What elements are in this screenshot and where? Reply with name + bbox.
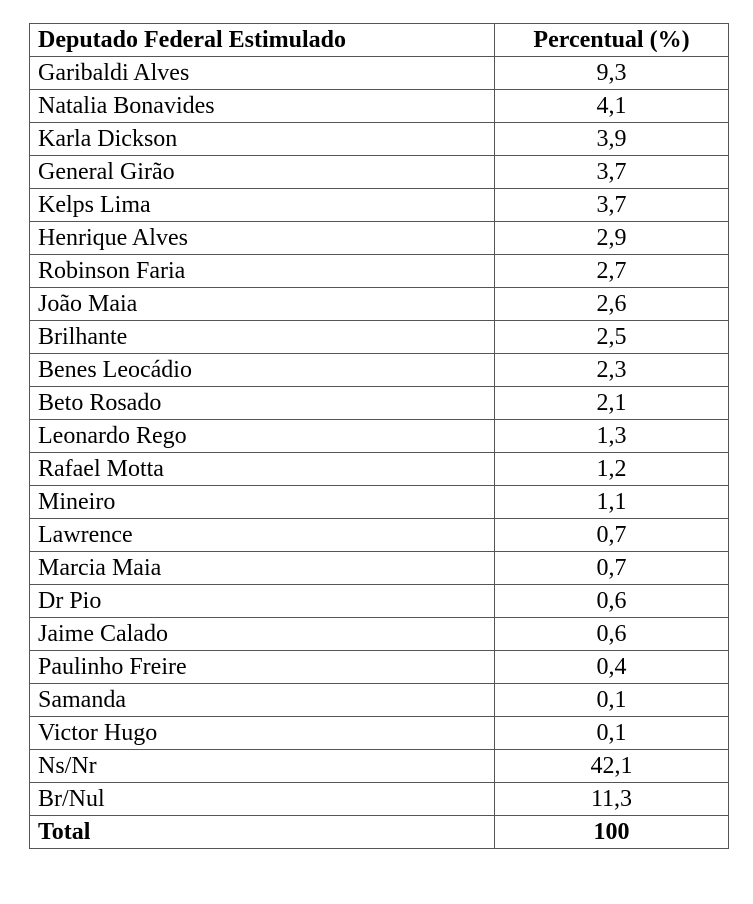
candidate-percent: 2,6 [495,288,729,321]
candidate-name: Br/Nul [30,783,495,816]
table-row [30,354,729,387]
candidate-percent: 0,6 [495,618,729,651]
table-row [30,453,729,486]
table-row [30,552,729,585]
candidate-name: Marcia Maia [30,552,495,585]
table-row [30,486,729,519]
candidate-percent: 0,4 [495,651,729,684]
poll-results-table [29,23,729,849]
column-header-name: Deputado Federal Estimulado [30,24,495,57]
candidate-percent: 0,7 [495,519,729,552]
table-row [30,585,729,618]
table-body [30,57,729,816]
table-row [30,420,729,453]
candidate-name: Leonardo Rego [30,420,495,453]
candidate-name: Jaime Calado [30,618,495,651]
table-row [30,57,729,90]
table-row [30,123,729,156]
total-row [30,816,729,849]
candidate-name: Paulinho Freire [30,651,495,684]
candidate-name: Garibaldi Alves [30,57,495,90]
total-value: 100 [495,816,729,849]
candidate-percent: 0,1 [495,684,729,717]
table-row [30,651,729,684]
candidate-percent: 2,9 [495,222,729,255]
table-row [30,387,729,420]
candidate-percent: 0,1 [495,717,729,750]
candidate-percent: 3,7 [495,156,729,189]
total-label: Total [30,816,495,849]
candidate-name: Rafael Motta [30,453,495,486]
candidate-percent: 0,7 [495,552,729,585]
candidate-percent: 1,3 [495,420,729,453]
table-row [30,750,729,783]
candidate-percent: 2,7 [495,255,729,288]
candidate-percent: 1,2 [495,453,729,486]
table-row [30,90,729,123]
candidate-name: Kelps Lima [30,189,495,222]
candidate-percent: 0,6 [495,585,729,618]
column-header-percent: Percentual (%) [495,24,729,57]
candidate-name: Ns/Nr [30,750,495,783]
candidate-percent: 1,1 [495,486,729,519]
candidate-percent: 2,5 [495,321,729,354]
candidate-percent: 9,3 [495,57,729,90]
candidate-percent: 2,1 [495,387,729,420]
candidate-name: General Girão [30,156,495,189]
table-row [30,255,729,288]
candidate-name: Brilhante [30,321,495,354]
table-row [30,783,729,816]
table-row [30,288,729,321]
table-header-row [30,24,729,57]
table-row [30,189,729,222]
candidate-name: Victor Hugo [30,717,495,750]
candidate-name: Mineiro [30,486,495,519]
candidate-name: Robinson Faria [30,255,495,288]
candidate-name: Henrique Alves [30,222,495,255]
candidate-percent: 42,1 [495,750,729,783]
candidate-percent: 3,9 [495,123,729,156]
candidate-name: Natalia Bonavides [30,90,495,123]
table-row [30,321,729,354]
candidate-name: Dr Pio [30,585,495,618]
table-row [30,717,729,750]
candidate-name: João Maia [30,288,495,321]
table-row [30,156,729,189]
table-row [30,618,729,651]
candidate-percent: 11,3 [495,783,729,816]
candidate-name: Beto Rosado [30,387,495,420]
candidate-name: Samanda [30,684,495,717]
candidate-name: Karla Dickson [30,123,495,156]
candidate-name: Lawrence [30,519,495,552]
table-row [30,684,729,717]
candidate-percent: 3,7 [495,189,729,222]
candidate-percent: 2,3 [495,354,729,387]
candidate-name: Benes Leocádio [30,354,495,387]
table-row [30,222,729,255]
table-row [30,519,729,552]
candidate-percent: 4,1 [495,90,729,123]
